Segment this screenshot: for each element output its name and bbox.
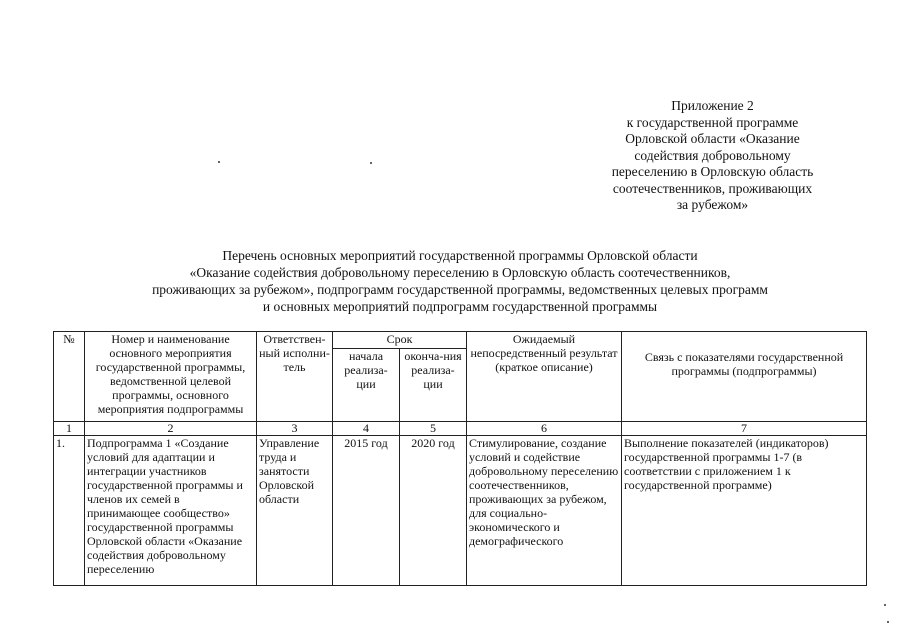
- row-end: 2020 год: [400, 436, 467, 586]
- table-row: [54, 436, 867, 586]
- row-result: Стимулирование, создание условий и содействие добровольному переселению соотечественников, проживающих за рубежом, для социально-экономического и демографического: [467, 436, 622, 586]
- header-term-end: оконча-ния реализа-ции: [400, 349, 467, 422]
- measures-table: [53, 331, 867, 586]
- appendix-line: содействия добровольному: [634, 147, 791, 163]
- header-indicators-link: Связь с показателями государственной программы (подпрограммы): [622, 332, 867, 422]
- title-line: проживающих за рубежом», подпрограмм государственной программы, ведомственных целевых программ: [152, 282, 768, 297]
- column-number: 1: [54, 422, 85, 436]
- appendix-line: Приложение 2: [671, 98, 754, 113]
- column-number: 6: [467, 422, 622, 436]
- appendix-line: переселению в Орловскую область: [611, 164, 814, 179]
- document-title: [85, 247, 835, 315]
- title-line: «Оказание содействия добровольному переселению в Орловскую область соотечественников,: [189, 265, 731, 280]
- scan-dot: [370, 162, 372, 164]
- appendix-block: [590, 98, 835, 214]
- column-number: 4: [333, 422, 400, 436]
- scan-dot: [884, 604, 886, 606]
- scan-dot: [218, 161, 220, 163]
- header-term-start: начала реализа-ции: [333, 349, 400, 422]
- header-name: Номер и наименование основного мероприятия государственной программы, ведомственной целевой программы, основного мероприятия подпрограммы: [85, 332, 257, 422]
- header-term: Срок: [333, 332, 467, 349]
- column-number-row: [54, 422, 867, 436]
- title-line: и основных мероприятий подпрограмм государственной программы: [262, 299, 658, 314]
- appendix-line: Орловской области «Оказание: [625, 131, 800, 146]
- column-number: 3: [257, 422, 333, 436]
- row-name: Подпрограмма 1 «Создание условий для адаптации и интеграции участников государственной программы и членов их семей в принимающее сообщество» государственной программы Орловской области «Оказание содействия добровольному переселению: [85, 436, 257, 586]
- row-indicators-link: Выполнение показателей (индикаторов) государственной программы 1-7 (в соответствии с приложением 1 к государственной программе): [622, 436, 867, 586]
- column-number: 5: [400, 422, 467, 436]
- row-start: 2015 год: [333, 436, 400, 586]
- header-num: №: [54, 332, 85, 422]
- header-row: [54, 332, 867, 349]
- appendix-line: за рубежом»: [676, 197, 749, 212]
- scan-dot: [887, 621, 889, 623]
- header-result: Ожидаемый непосредственный результат (краткое описание): [467, 332, 622, 422]
- header-responsible: Ответствен-ный исполни-тель: [257, 332, 333, 422]
- column-number: 2: [85, 422, 257, 436]
- row-responsible: Управление труда и занятости Орловской области: [257, 436, 333, 586]
- title-line: Перечень основных мероприятий государственной программы Орловской области: [222, 248, 698, 263]
- appendix-line: к государственной программе: [626, 114, 799, 130]
- row-num: 1.: [54, 436, 85, 586]
- column-number: 7: [622, 422, 867, 436]
- appendix-line: соотечественников, проживающих: [612, 180, 813, 196]
